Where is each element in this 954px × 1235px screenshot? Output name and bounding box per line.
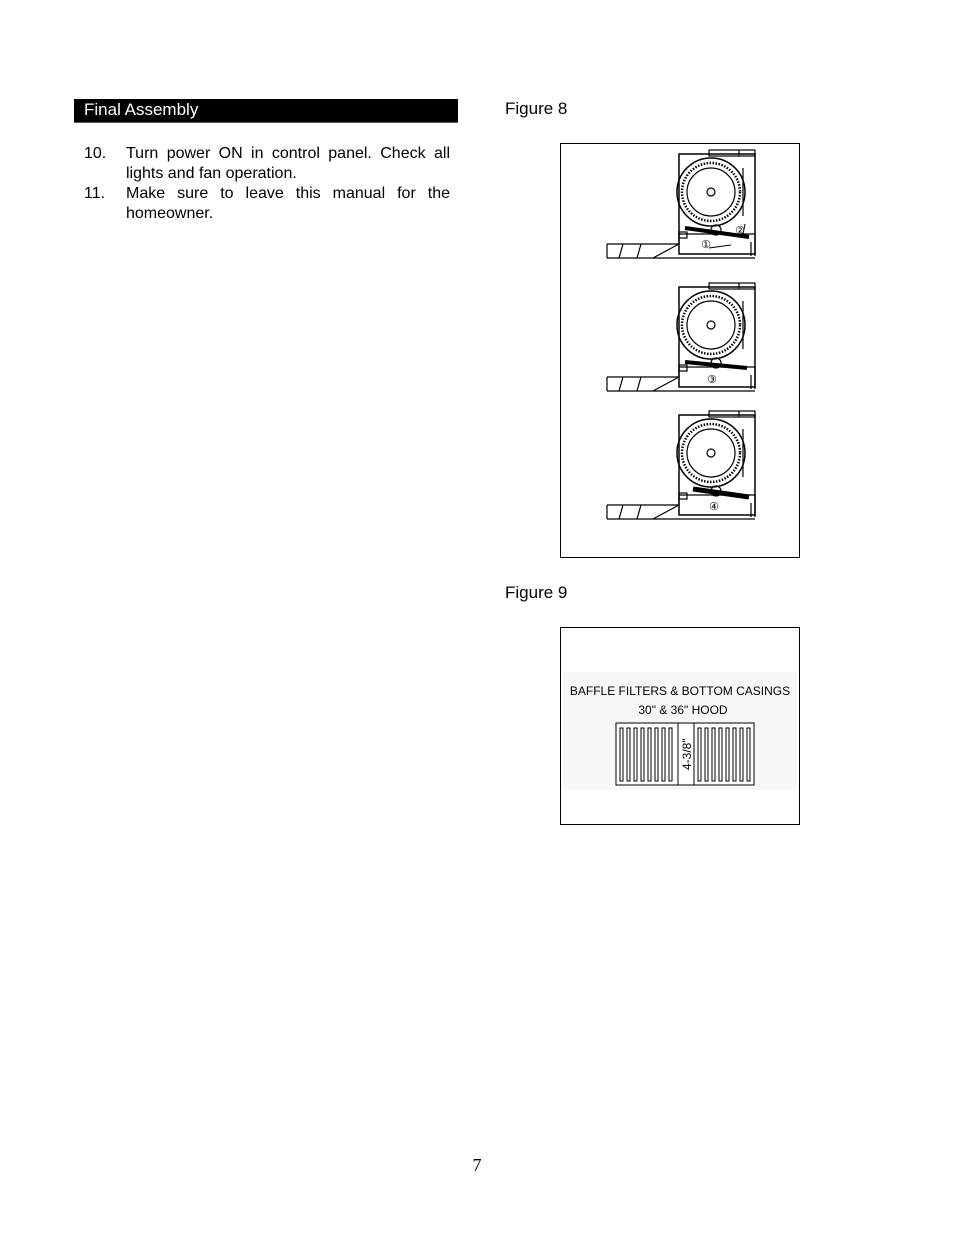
figure-9-label: Figure 9 xyxy=(505,583,568,602)
section-title: Final Assembly xyxy=(84,100,199,119)
baffle-filter-right xyxy=(694,723,754,785)
step-number: 10. xyxy=(84,145,107,162)
baffle-filter-left xyxy=(616,723,678,785)
step-marker: ① xyxy=(701,238,711,251)
list-item xyxy=(84,184,450,224)
figure-8-panel-1 xyxy=(607,150,755,258)
section-header xyxy=(74,99,458,123)
figure-8-panel-3 xyxy=(607,411,755,519)
bottom-casing-dimension xyxy=(678,723,694,785)
figure-8-label: Figure 8 xyxy=(505,99,568,118)
steps-list xyxy=(84,144,450,224)
step-marker: ④ xyxy=(709,500,719,513)
dimension-label: 4-3/8" xyxy=(680,738,694,770)
step-marker: ② xyxy=(735,224,745,237)
step-text: Turn power ON in control panel. Check all lights and fan operation. xyxy=(126,145,450,182)
figure-8-panel-2 xyxy=(607,283,755,391)
step-marker: ③ xyxy=(707,373,717,386)
page-number: 7 xyxy=(472,1155,482,1175)
step-number: 11. xyxy=(84,185,106,202)
step-text: Make sure to leave this manual for the homeowner. xyxy=(126,185,450,222)
figure-8-illustration xyxy=(561,144,799,557)
figure-9-subtitle: 30" & 36" HOOD xyxy=(638,703,728,717)
figure-8 xyxy=(560,143,800,558)
figure-9-title: BAFFLE FILTERS & BOTTOM CASINGS xyxy=(569,684,791,698)
list-item xyxy=(84,144,450,184)
figure-9-illustration xyxy=(561,628,799,824)
figure-9 xyxy=(560,627,800,825)
